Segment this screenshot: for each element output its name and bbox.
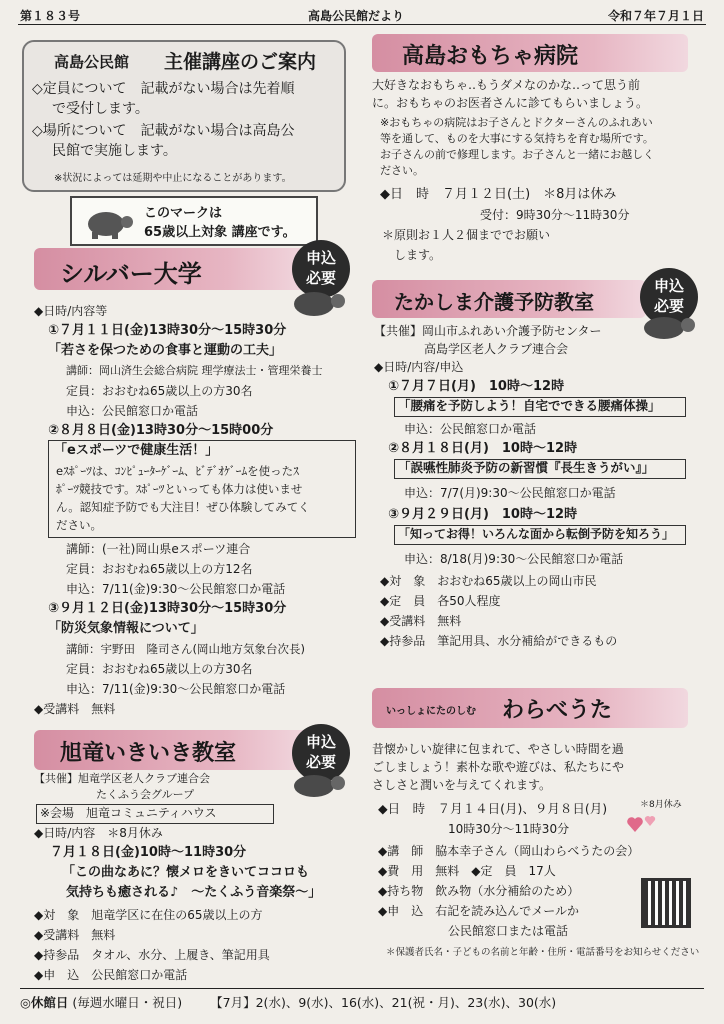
text-line: ◆講 師 脇本幸子さん（岡山わらべうたの会） (378, 844, 640, 858)
text-line: 10時30分～11時30分 (448, 822, 570, 836)
turtle-icon (636, 310, 700, 342)
text-line: ※おもちゃの病院はお子さんとドクターさんのふれあい (380, 116, 653, 129)
text-line: ◆日 時 ７月１４日(月)、９月８日(月) (378, 801, 608, 816)
text-line: ＊保護者氏名・子どもの名前と年齢・住所・電話番号をお知らせください (386, 947, 700, 958)
text-line: ◆日 時 ７月１２日(土) ＊8月は休み (380, 187, 617, 202)
session-date: ①７月７日(月) 10時～12時 (388, 379, 565, 394)
text-line: 定員：おおむね65歳以上の方30名 (66, 662, 253, 676)
intro-line: ◇場所について 記載がない場合は高島公 (32, 123, 295, 139)
text-line: ださい。 (56, 518, 102, 532)
text-line: ＊原則お１人２個まででお願い (382, 228, 551, 242)
text-line: 申込：公民館窓口か電話 (66, 404, 199, 418)
session-topic: 「知ってお得！いろんな面から転倒予防を知ろう」 (398, 527, 675, 541)
issue-number: 第１８３号 (20, 9, 81, 23)
text-line: 申込：7/11(金)9:30～公民館窓口か電話 (66, 582, 286, 596)
text-line: 定員：おおむね65歳以上の方30名 (66, 384, 253, 398)
text-line: 申込：7/7(月)9:30～公民館窓口か電話 (404, 486, 616, 500)
intro-note: ※状況によっては延期や中止になることがあります。 (54, 173, 292, 184)
intro-box (22, 40, 346, 192)
session-topic: 「eスポーツで健康生活！」 (54, 443, 219, 458)
text-line: ◆日時/内容等 (34, 304, 108, 318)
issue-date: 令和７年７月１日 (607, 9, 704, 23)
text-line: さしさと潤いを与えてくれます。 (372, 778, 552, 792)
turtle-icon (80, 202, 134, 240)
turtle-icon (286, 768, 348, 800)
text-line: お子さんの前で修理します。お子さんと一緒にお越しく (380, 148, 655, 161)
text-line: ん。認知症予防でも大注目！ぜひ体験してみてく (56, 500, 310, 514)
apply-required-badge: 申込 必要 (292, 240, 350, 298)
text-line: ◆受講料 無料 (380, 614, 462, 628)
text-line: ◆対 象 旭竜学区に在住の65歳以上の方 (34, 908, 263, 922)
session-date: ③９月２９日(月) 10時～12時 (388, 507, 578, 522)
text-line: します。 (394, 248, 442, 262)
session-date: ②８月８日(金)13時30分～15時00分 (48, 423, 274, 438)
session-topic: 「若さを保つための食事と運動の工夫」 (48, 343, 283, 358)
text-line: 受付：9時30分～11時30分 (480, 208, 630, 222)
heart-icon (626, 812, 660, 836)
text-line: ◆定 員 各50人程度 (380, 594, 501, 608)
text-line: 等を通して、ものを大事にする気持ちを育む場所です。 (380, 132, 654, 145)
venue-text: ※会場 旭竜コミュニティハウス (40, 806, 217, 820)
text-line: 申込：7/11(金)9:30～公民館窓口か電話 (66, 682, 286, 696)
warabe-banner (372, 688, 688, 728)
text-line: ◆持ち物 飲み物（水分補給のため） (378, 884, 580, 898)
text-line: 申込：8/18(月)9:30～公民館窓口か電話 (404, 552, 624, 566)
apply-required-badge: 申込 必要 (292, 724, 350, 782)
intro-line: ◇定員について 記載がない場合は先着順 (32, 81, 295, 97)
session-date: ③９月１２日(金)13時30分～15時30分 (48, 601, 287, 616)
kaigo-title: たかしま介護予防教室 (394, 290, 594, 314)
text-line: ◆持参品 筆記用具、水分補給ができるもの (380, 634, 618, 648)
text-line: ◆受講料 無料 (34, 702, 116, 716)
mark-line-1: このマークは (144, 206, 223, 221)
text-line: ごしましょう！素朴な歌や遊びは、私たちにや (372, 760, 625, 774)
toy-title: 高島おもちゃ病院 (402, 44, 579, 69)
kyokuryu-banner (34, 730, 310, 770)
text-line: 講師：宇野田 隆司さん(岡山地方気象台次長) (66, 642, 305, 656)
intro-title-place: 高島公民館 (54, 53, 130, 71)
text-line: ◆申 込 右記を読み込んでメールか (378, 904, 579, 918)
session-topic: 「腰痛を予防しよう！自宅でできる腰痛体操」 (398, 398, 661, 413)
silver-banner (34, 248, 310, 290)
text-line: ◆持参品 タオル、水分、上履き、筆記用具 (34, 948, 270, 962)
text-line: eｽﾎﾟｰﾂは、ｺﾝﾋﾟｭｰﾀｰｹﾞｰﾑ、ﾋﾞﾃﾞｵｹﾞｰﾑを使ったｽ (56, 464, 299, 478)
newsletter-title: 高島公民館だより (308, 9, 405, 23)
text-line: に。おもちゃのお医者さんに診てもらいましょう。 (372, 96, 649, 110)
session-topic: 気持ちも癒される♪ ～たくふう音楽祭～」 (66, 885, 322, 900)
text-line: 講師：岡山済生会総合病院 理学療法士・管理栄養士 (66, 364, 323, 377)
senior-mark-box (70, 196, 318, 246)
closed-days-footer (20, 988, 704, 1011)
session-topic: 「この曲なあに？懐メロをきいてココロも (62, 865, 310, 880)
session-date: ②８月１８日(月) 10時～12時 (388, 441, 578, 456)
text-line: 【共催】旭竜学区老人クラブ連合会 (34, 772, 210, 785)
session-date: ①７月１１日(金)13時30分～15時30分 (48, 323, 287, 338)
text-line: 定員：おおむね65歳以上の方12名 (66, 562, 253, 576)
qr-code[interactable] (641, 878, 691, 928)
text-line: ◆受講料 無料 (34, 928, 116, 942)
closed-days-sub: (毎週水曜日・祝日) (72, 995, 183, 1010)
text-line: たくふう会グループ (96, 788, 195, 801)
text-line: 昔懐かしい旋律に包まれて、やさしい時間を過 (372, 742, 624, 756)
silver-title: シルバー大学 (60, 260, 202, 288)
closed-days-list: 【7月】2(水)、9(水)、16(水)、21(祝・月)、23(水)、30(水) (210, 995, 557, 1010)
closed-days-label: ◎休館日 (20, 995, 69, 1010)
session-topic: 「誤嚥性肺炎予防の新習慣『長生きうがい』」 (398, 460, 655, 475)
intro-line: で受付します。 (52, 101, 149, 117)
intro-title: 主催講座のご案内 (164, 51, 317, 73)
kaigo-banner (372, 280, 646, 318)
text-line: 【共催】岡山市ふれあい介護予防センター (374, 324, 602, 338)
warabe-title: わらべうた (502, 698, 613, 723)
page-header (18, 6, 706, 25)
toy-banner (372, 34, 688, 72)
session-topic: 「防災気象情報について」 (48, 621, 204, 636)
text-line: 講師：(一社)岡山県eスポーツ連合 (66, 542, 251, 556)
text-line: ◆費 用 無料 ◆定 員 17人 (378, 864, 556, 878)
warabe-subtitle: いっしょにたのしむ (386, 706, 476, 717)
text-line: ◆日時/内容/申込 (374, 360, 464, 374)
text-line: 高島学区老人クラブ連合会 (424, 342, 569, 356)
apply-required-badge: 申込 必要 (640, 268, 698, 326)
intro-line: 民館で実施します。 (52, 143, 177, 159)
session-date: ７月１８日(金)10時～11時30分 (50, 845, 247, 860)
kyokuryu-title: 旭竜いきいき教室 (60, 741, 237, 766)
text-line: ◆日時/内容 ＊8月休み (34, 826, 163, 840)
text-line: ﾎﾟｰﾂ競技です。ｽﾎﾟｰﾂといっても体力は使いませ (56, 482, 303, 496)
text-line: ◆対 象 おおむね65歳以上の岡山市民 (380, 574, 597, 588)
text-line: ◆申 込 公民館窓口か電話 (34, 968, 188, 982)
text-line: 大好きなおもちゃ‥もうダメなのかな‥って思う前 (372, 78, 641, 92)
text-line: 公民館窓口または電話 (448, 924, 569, 938)
august-note: ＊8月休み (640, 800, 682, 810)
text-line: 申込：公民館窓口か電話 (404, 422, 537, 436)
mark-line-2: 65歳以上対象 講座です。 (144, 225, 296, 240)
text-line: ださい。 (380, 164, 424, 177)
turtle-icon (286, 285, 348, 319)
